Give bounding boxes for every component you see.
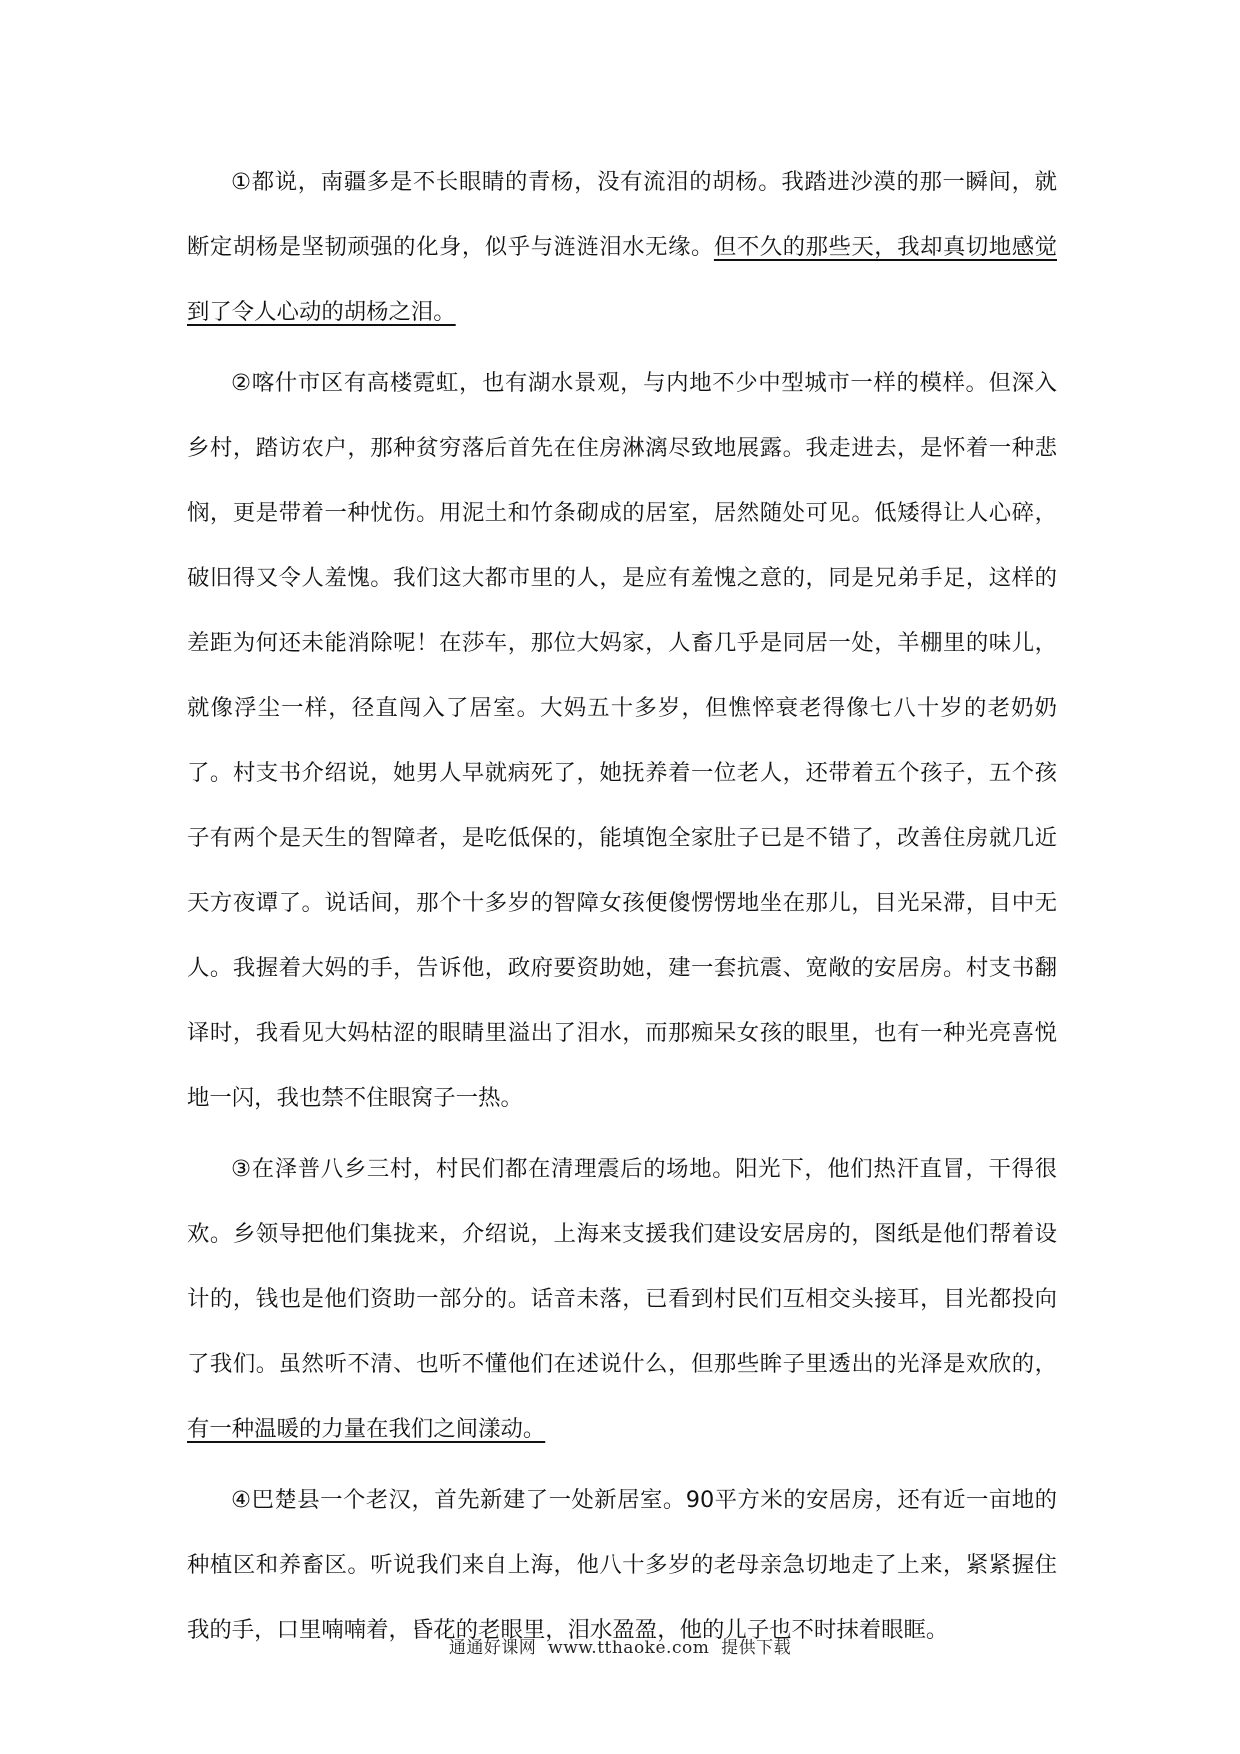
paragraph-3	[187, 1137, 1057, 1462]
footer-url[interactable]: www.tthaoke.com	[548, 1638, 710, 1658]
page-footer	[0, 1633, 1240, 1658]
paragraph-3-underlined-sentence: 有一种温暖的力量在我们之间漾动。	[187, 1416, 546, 1442]
article-body	[187, 150, 1057, 1670]
paragraph-1-text: ①都说，南疆多是不长眼睛的青杨，没有流泪的胡杨。我踏进沙漠的那一瞬间，就断定胡杨是坚韧顽强的化身，似乎与涟涟泪水无缘。	[187, 169, 1057, 260]
footer-suffix: 提供下载	[721, 1638, 792, 1658]
paragraph-1	[187, 150, 1057, 345]
paragraph-3-text: ③在泽普八乡三村，村民们都在清理震后的场地。阳光下，他们热汗直冒，干得很欢。乡领导把他们集拢来，介绍说，上海来支援我们建设安居房的，图纸是他们帮着设计的，钱也是他们资助一部分的。话音未落，已看到村民们互相交头接耳，目光都投向了我们。虽然听不清、也听不懂他们在述说什么，但那些眸子里透出的光泽是欢欣的，	[187, 1156, 1057, 1377]
paragraph-2-text: ②喀什市区有高楼霓虹，也有湖水景观，与内地不少中型城市一样的模样。但深入乡村，踏访农户，那种贫穷落后首先在住房淋漓尽致地展露。我走进去，是怀着一种悲悯，更是带着一种忧伤。用泥土和竹条砌成的居室，居然随处可见。低矮得让人心碎，破旧得又令人羞愧。我们这大都市里的人，是应有羞愧之意的，同是兄弟手足，这样的差距为何还未能消除呢！在莎车，那位大妈家，人畜几乎是同居一处，羊棚里的味儿，就像浮尘一样，径直闯入了居室。大妈五十多岁，但憔悴衰老得像七八十岁的老奶奶了。村支书介绍说，她男人早就病死了，她抚养着一位老人，还带着五个孩子，五个孩子有两个是天生的智障者，是吃低保的，能填饱全家肚子已是不错了，改善住房就几近天方夜谭了。说话间，那个十多岁的智障女孩便傻愣愣地坐在那儿，目光呆滞，目中无人。我握着大妈的手，告诉他，政府要资助她，建一套抗震、宽敞的安居房。村支书翻译时，我看见大妈枯涩的眼睛里溢出了泪水，而那痴呆女孩的眼里，也有一种光亮喜悦地一闪，我也禁不住眼窝子一热。	[187, 370, 1057, 1111]
paragraph-1-underlined-sentence: 但不久的那些天，我却真切地感觉到了令人心动的胡杨之泪。	[187, 234, 1058, 325]
footer-site-name: 通通好课网	[448, 1638, 537, 1658]
paragraph-2	[187, 351, 1057, 1131]
paragraph-4-text: ④巴楚县一个老汉，首先新建了一处新居室。90平方米的安居房，还有近一亩地的种植区和养畜区。听说我们来自上海，他八十多岁的老母亲急切地走了上来，紧紧握住我的手，口里喃喃着，昏花的老眼里，泪水盈盈，他的儿子也不时抹着眼眶。	[187, 1487, 1057, 1643]
